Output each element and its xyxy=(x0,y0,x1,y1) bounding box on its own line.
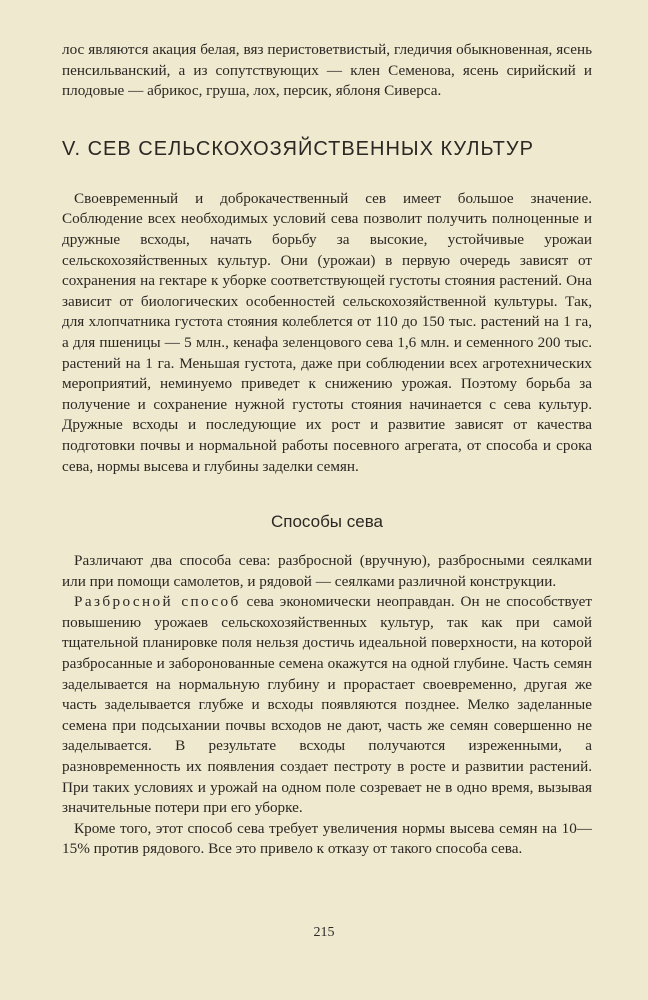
paragraph-2-text: сева экономически неоправдан. Он не способствует повышению урожаев сельскохозяйственных культур, так как при самой тщательной планировке поля нельзя достичь идеальной поверхности, на которой разбросанные и заборонованные семена окажутся на одной глубине. Часть семян заделывается на нормальную глубину и прорастает своевременно, другая же часть заделывается глубже и всходы появляются позднее. Мелко заделанные семена при подсыхании почвы всходов не дают, часть же семян совершенно не заделывается. В результате всходы получаются изреженными, а разновременность их появления создает пестроту в росте и развитии растений. При таких условиях и урожай на одном поле созревает не в одно время, вызывая значительные потери при его уборке. xyxy=(62,593,592,817)
spaced-lead-term: Разбросной способ xyxy=(74,593,241,611)
section-paragraph-2 xyxy=(62,592,592,819)
page-number: 215 xyxy=(313,925,335,940)
section-title: Способы сева xyxy=(270,512,383,532)
chapter-title: V. СЕВ СЕЛЬСКОХОЗЯЙСТВЕННЫХ КУЛЬТУР xyxy=(62,137,534,160)
section-paragraph-3: Кроме того, этот способ сева требует увеличения нормы высева семян на 10—15% против рядового. Все это привело к отказу от такого способа сева. xyxy=(62,819,592,858)
page-body xyxy=(62,40,592,860)
section-paragraph-1: Различают два способа сева: разбросной (вручную), разбросными сеялками или при помощи самолетов, и рядовой — сеялками различной конструкции. xyxy=(62,552,592,590)
chapter-paragraph: Своевременный и доброкачественный сев имеет большое значение. Соблюдение всех необходимых условий сева позволит получить полноценные и дружные всходы, начать борьбу за высокие, устойчивые урожаи сельскохозяйственных культур. Они (урожаи) в первую очередь зависят от сохранения на гектаре к уборке соответствующей густоты стояния растений. Она зависит от биологических особенностей сельскохозяйственной культуры. Так, для хлопчатника густота стояния колеблется от 110 до 150 тыс. растений на 1 га, а для пшеницы — 5 млн., кенафа зеленцового сева 1,6 млн. и семенного 200 тыс. растений на 1 га. Меньшая густота, даже при соблюдении всех агротехнических мероприятий, неминуемо приведет к снижению урожая. Поэтому борьба за получение и сохранение нужной густоты стояния начинается с сева культур. Дружные всходы и последующие их рост и развитие зависят от качества подготовки почвы и нормальной работы посевного агрегата, от способа и срока сева, нормы высева и глубины заделки семян. xyxy=(62,189,592,475)
intro-paragraph: лос являются акация белая, вяз перистоветвистый, гледичия обыкновенная, ясень пенсильванский, а из сопутствующих — клен Семенова, ясень сирийский и плодовые — абрикос, груша, лох, персик, яблоня Сиверса. xyxy=(62,41,592,100)
